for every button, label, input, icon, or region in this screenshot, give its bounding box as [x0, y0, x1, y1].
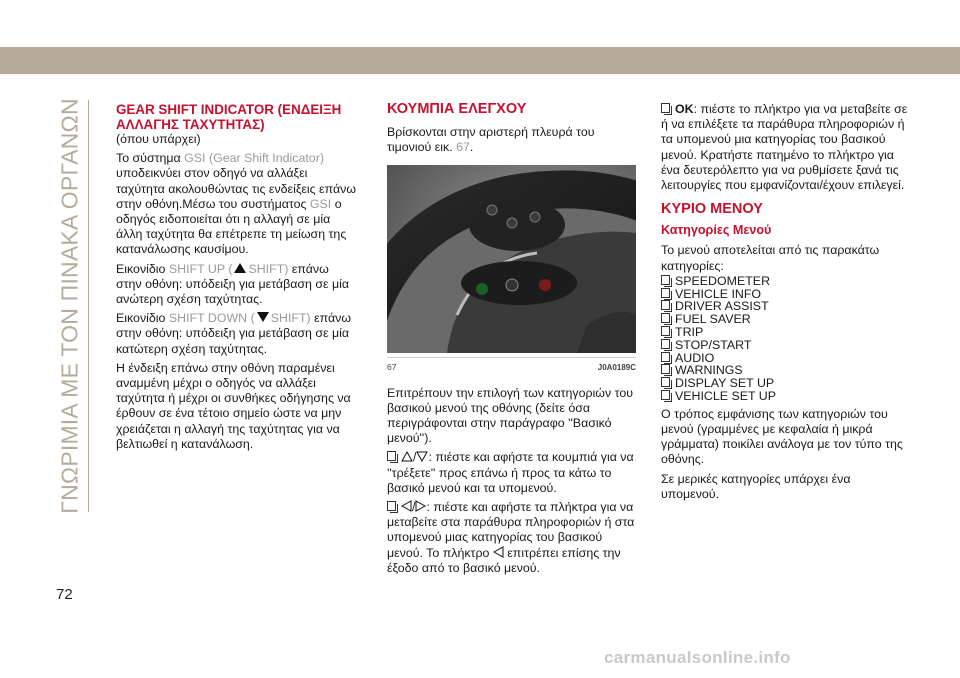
- shift-up-term: SHIFT UP (: [168, 261, 233, 276]
- shift-down-arrow-icon: [257, 312, 269, 322]
- figure-code: J0A0189C: [597, 363, 636, 373]
- category-label: DRIVER ASSIST: [675, 299, 769, 314]
- triangle-left-outline-icon: [493, 546, 504, 558]
- list-item: [661, 390, 909, 403]
- controls-bullet-up-down: [387, 450, 636, 496]
- menu-categories-subheading: Κατηγορίες Μενού: [661, 223, 772, 238]
- bullet-icon: [661, 339, 670, 349]
- ok-paragraph: [661, 102, 909, 193]
- bullet-icon: [661, 275, 670, 285]
- triangle-down-outline-icon: [416, 451, 428, 462]
- text: Εικονίδιο: [116, 261, 169, 276]
- menu-intro: Το μενού αποτελείται από τις παρακάτω κατηγορίες:: [661, 243, 880, 273]
- text: : πιέστε το πλήκτρο για να μεταβείτε σε ή να επιλέξετε τα παράθυρα πληροφοριών ή τα υπομενού μια κατηγορίας του βασικού μενού. Κρατήστε πατημένο το πλήκτρο για ένα δευτερόλεπτο για να ρυθμίσετε ξανά τις λειτουργίες που εμφανίζονται/έχουν επιλεγεί.: [661, 102, 908, 193]
- ok-label: OK: [675, 102, 694, 116]
- bullet-icon: [661, 390, 670, 400]
- text: /: [412, 500, 416, 515]
- bullet-icon: [661, 313, 670, 323]
- menu-category-list: [661, 275, 909, 403]
- text: επιτρέπει επίσης την έξοδο από το βασικό μενού.: [387, 545, 621, 575]
- category-label: FUEL SAVER: [675, 312, 751, 327]
- text: : πιέστε και αφήστε τα κουμπιά για να ''τρέξετε'' προς επάνω ή προς τα κάτω το βασικό μενού και τα υπομενού.: [387, 450, 634, 495]
- bullet-icon: [661, 377, 670, 387]
- bullet-icon: [661, 288, 670, 298]
- gsi-term: GSI: [309, 196, 332, 211]
- bullet-icon: [661, 103, 670, 113]
- shift-down-term: SHIFT): [270, 311, 311, 326]
- steering-wheel-illustration: [387, 165, 636, 353]
- figure-caption: [387, 357, 636, 375]
- bullet-icon: [661, 326, 670, 336]
- column-gear-shift-indicator: [116, 102, 356, 456]
- controls-bullet-left-right: [387, 500, 636, 576]
- controls-intro: [387, 125, 636, 155]
- side-chapter-title: [56, 100, 84, 512]
- text: Εικονίδιο: [116, 311, 169, 326]
- bullet-icon: [661, 364, 670, 374]
- figure-reference: 67: [456, 140, 470, 155]
- category-label: DISPLAY SET UP: [675, 376, 775, 391]
- text: : πιέστε και αφήστε τα πλήκτρα για να μεταβείτε στα παράθυρα πληροφοριών ή στα υπομενού μιας κατηγορίας του βασικού μενού. Το πλήκτρο: [387, 500, 635, 560]
- gsi-term: GSI (Gear Shift Indicator): [184, 151, 324, 166]
- category-label: TRIP: [675, 325, 704, 340]
- gsi-paragraph-shift-down: [116, 311, 356, 357]
- column-main-menu: [661, 102, 909, 506]
- shift-down-term: SHIFT DOWN (: [168, 311, 255, 326]
- shift-up-term: SHIFT): [248, 261, 289, 276]
- steering-wheel-photo: [387, 165, 636, 353]
- side-divider: [88, 100, 89, 512]
- text: επάνω στην οθόνη: υπόδειξη για μετάβαση σε μία κατώτερη σχέση ταχύτητας.: [116, 311, 351, 356]
- bullet-icon: [387, 501, 396, 511]
- page-number: 72: [56, 586, 73, 603]
- category-label: VEHICLE INFO: [675, 286, 762, 301]
- category-label: WARNINGS: [675, 363, 743, 378]
- category-label: STOP/START: [675, 337, 752, 352]
- bullet-icon: [387, 451, 396, 461]
- text: υποδεικνύει στον οδηγό να αλλάξει ταχύτητα ακολουθώντας τις ενδείξεις επάνω στην οθόνη.Μέσω του συστήματος: [116, 166, 356, 211]
- header-band: [0, 47, 960, 74]
- category-label: SPEEDOMETER: [675, 273, 771, 288]
- gsi-heading: GEAR SHIFT INDICATOR (ΕΝΔΕΙΞΗ ΑΛΛΑΓΗΣ ΤΑΧΥΤΗΤΑΣ): [116, 102, 342, 132]
- text: επάνω στην οθόνη: υπόδειξη για μετάβαση σε μία ανώτερη σχέση ταχύτητας.: [116, 261, 350, 307]
- gsi-note: (όπου υπάρχει): [116, 132, 201, 146]
- controls-heading: ΚΟΥΜΠΙΑ ΕΛΕΓΧΟΥ: [387, 101, 527, 117]
- top-margin: [0, 0, 960, 47]
- triangle-up-outline-icon: [401, 451, 413, 462]
- gsi-paragraph-1: [116, 151, 356, 257]
- category-label: AUDIO: [675, 350, 715, 365]
- triangle-left-outline-icon: [401, 500, 412, 512]
- figure-number: 67: [387, 362, 397, 373]
- side-chapter-title-text: ΓΝΩΡΙΜΙΑ ΜΕ ΤΟΝ ΠΙΝΑΚΑ ΟΡΓΑΝΩΝ: [56, 98, 83, 514]
- gsi-paragraph-shift-up: [116, 262, 356, 308]
- category-label: VEHICLE SET UP: [675, 389, 776, 403]
- triangle-right-outline-icon: [415, 500, 426, 512]
- main-menu-heading: ΚΥΡΙΟ ΜΕΝΟΥ: [661, 201, 763, 218]
- gsi-paragraph-4: Η ένδειξη επάνω στην οθόνη παραμένει αναμμένη μέχρι ο οδηγός να αλλάξει ταχύτητα ή μέχρι οι συνθήκες οδήγησης να έρθουν σε ένα τέτοιο σημείο ώστε να μην χρειάζεται η αλλαγή της ταχύτητας για να βελτιωθεί η κατανάλωση.: [116, 360, 351, 451]
- menu-paragraph-2: Ο τρόπος εμφάνισης των κατηγοριών του μενού (γραμμένες με κεφαλαία ή μικρά γράμματα) ποικίλει ανάλογα με τον τύπο της οθόνης.: [661, 406, 903, 467]
- menu-paragraph-3: Σε μερικές κατηγορίες υπάρχει ένα υπομενού.: [661, 471, 851, 501]
- text: ο οδηγός ειδοποιείται ότι η αλλαγή σε μία άλλη ταχύτητα θα επέτρεπε τη μείωση της κατανάλωσης καυσίμου.: [116, 196, 347, 257]
- bullet-icon: [661, 300, 670, 310]
- column-control-buttons: [387, 102, 636, 580]
- controls-paragraph-2: Επιτρέπουν την επιλογή των κατηγοριών του βασικού μενού της οθόνης (δείτε όσα περιγράφονται στην παράγραφο ''Βασικό μενού'').: [387, 385, 633, 446]
- watermark: carmanualsonline.info: [604, 648, 791, 667]
- text: Βρίσκονται στην αριστερή πλευρά του τιμονιού εικ.: [387, 125, 595, 155]
- text: /: [413, 450, 417, 465]
- bullet-icon: [661, 352, 670, 362]
- text: Το σύστημα: [116, 151, 185, 166]
- text: .: [469, 140, 474, 155]
- shift-up-arrow-icon: [234, 263, 246, 273]
